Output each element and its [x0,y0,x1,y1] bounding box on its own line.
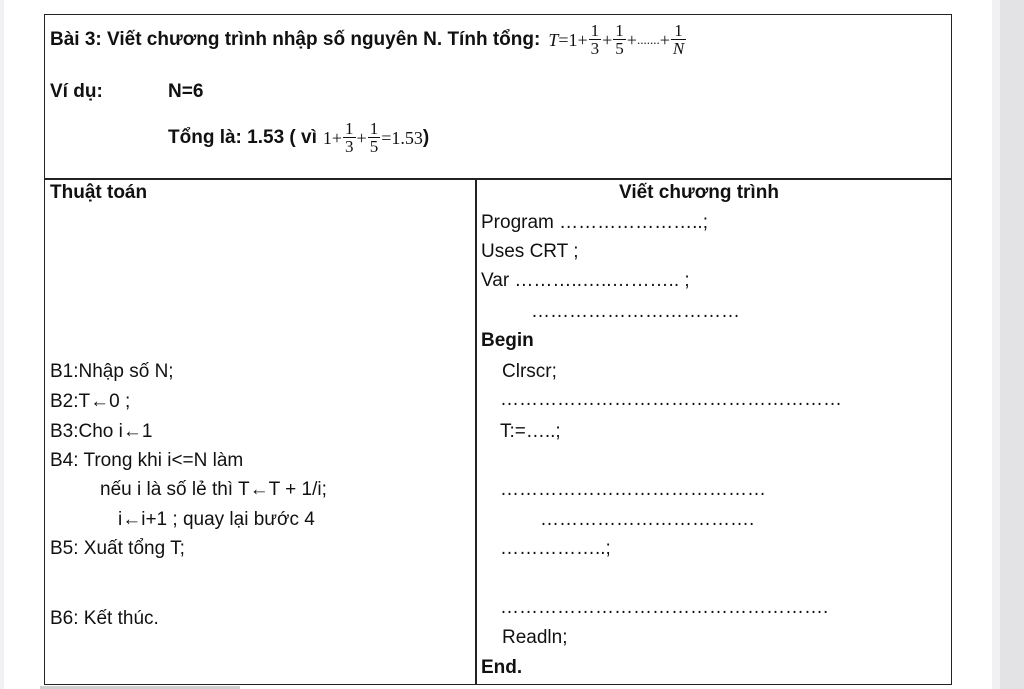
clrscr-line: Clrscr; [502,361,557,382]
algorithm-step: B6: Kết thúc. [50,608,159,629]
blank-line: …………………………………… [500,479,766,500]
fraction-denominator: 3 [345,137,354,156]
algorithm-step: B3:Cho i←1 [50,421,153,442]
assign-t-line: T:=…..; [500,421,561,442]
example-value: N=6 [168,81,204,102]
problem-title-line [50,22,687,57]
blank-line: ……………………………………………. [500,597,829,618]
sum-label: Tổng là: 1.53 ( vì [168,127,317,148]
formula-one: 1 [322,127,332,148]
fraction-denominator: 3 [590,39,600,58]
algorithm-step: B5: Xuất tổng T; [50,538,185,559]
fraction-denominator: 5 [369,137,379,156]
uses-line: Uses CRT ; [481,241,579,262]
table-divider-horizontal [44,178,952,180]
fraction-numerator: 1 [590,21,600,40]
readln-line: Readln; [502,627,568,648]
blank-line: ……………………………. [540,509,755,530]
blank-line: ……………………………………………… [500,389,842,410]
fraction-numerator: 1 [345,119,354,138]
fraction-numerator: 1 [674,21,683,40]
program-line: Program …………………..; [481,212,708,233]
fraction-denominator: 5 [615,39,624,58]
example-label: Ví dụ: [50,81,103,102]
viewer-side-strip [1000,0,1024,689]
formula-plus: + [659,29,670,50]
formula-plus: + [577,29,588,50]
sum-result-value: =1.53 [381,127,423,148]
formula-fraction-1 [589,22,602,57]
sum-formula [548,22,687,57]
algorithm-step: nếu i là số lẻ thì T←T + 1/i; [100,479,327,500]
table-divider-vertical [475,178,477,685]
begin-keyword: Begin [481,330,534,351]
fraction-denominator: N [672,39,685,58]
formula-plus: + [356,127,367,148]
algorithm-step: B1:Nhập số N; [50,361,174,382]
sum-fraction-2 [368,120,381,155]
blank-line: ……………..; [500,538,611,559]
fraction-numerator: 1 [369,119,379,138]
formula-one: 1 [568,29,578,50]
formula-plus: + [626,29,637,50]
algorithm-step: i←i+1 ; quay lại bước 4 [118,509,315,530]
sum-result-line [168,120,429,155]
formula-dots: ....... [636,32,660,47]
problem-title: Bài 3: Viết chương trình nhập số nguyên N. Tính tổng: [50,29,541,50]
formula-fraction-2 [613,22,626,57]
program-header: Viết chương trình [619,182,779,203]
formula-lhs: T [548,29,559,50]
fraction-numerator: 1 [615,21,624,40]
algorithm-header: Thuật toán [50,182,148,203]
formula-plus: + [331,127,343,148]
formula-fraction-last [671,22,686,57]
var-line: Var ………..…..……….. ; [481,270,690,291]
sum-result-formula [323,120,423,155]
sum-fraction-1 [343,120,356,155]
formula-plus: + [602,29,613,50]
var-blank-line: …………………………… [531,301,740,322]
formula-eq: = [558,29,569,50]
algorithm-step: B2:T←0 ; [50,391,131,412]
end-keyword: End. [481,657,523,678]
algorithm-step: B4: Trong khi i<=N làm [50,450,244,471]
sum-close: ) [422,127,430,148]
